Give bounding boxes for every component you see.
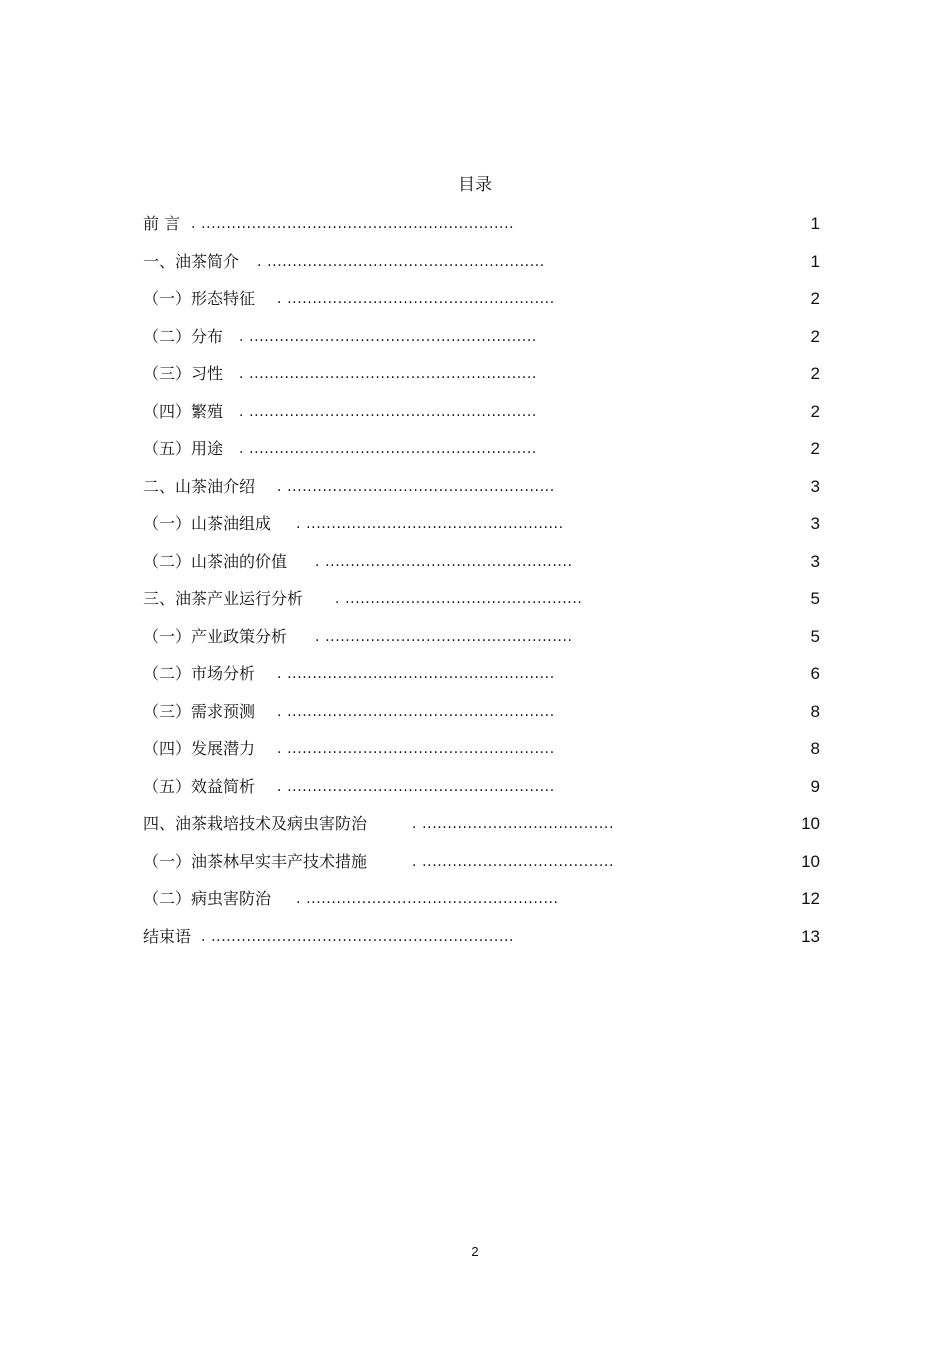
toc-entry-page: 2 xyxy=(810,364,820,383)
toc-entry-page: 2 xyxy=(810,401,820,421)
toc-entry-label: （一）产业政策分析 xyxy=(143,626,288,646)
toc-entry-page: 1 xyxy=(810,251,820,271)
toc-leader-dots: . ....................................................... xyxy=(257,253,545,270)
toc-entry[interactable] xyxy=(143,588,820,626)
toc-entry-label: （二）病虫害防治 xyxy=(143,889,272,908)
toc-entry-label: （二）市场分析 xyxy=(143,664,256,683)
toc-entry-label: （五）用途 xyxy=(143,439,224,458)
toc-entry-label: 前 言 xyxy=(143,214,181,233)
toc-entry-page: 1 xyxy=(810,214,820,233)
toc-entry-label: （四）繁殖 xyxy=(143,401,224,421)
toc-entry-label: （二）分布 xyxy=(143,326,224,346)
toc-entry-label: 结束语 xyxy=(143,926,192,946)
toc-entry-label: 二、山茶油介绍 xyxy=(143,476,256,496)
toc-entry-page: 8 xyxy=(810,739,820,758)
toc-entry-label: （一）油茶林早实丰产技术措施 xyxy=(143,851,368,871)
toc-entry-page: 3 xyxy=(810,551,820,571)
toc-entry[interactable] xyxy=(143,213,820,251)
toc-entry-page: 5 xyxy=(810,589,820,608)
toc-entry[interactable] xyxy=(143,476,820,514)
toc-leader-dots: . ............................................... xyxy=(335,591,583,607)
toc-entry-page: 3 xyxy=(810,514,820,533)
toc-entry[interactable] xyxy=(143,926,820,964)
toc-entry-label: （三）习性 xyxy=(143,364,224,383)
toc-entry-page: 12 xyxy=(801,889,820,908)
toc-entry[interactable] xyxy=(143,401,820,439)
toc-leader-dots: . ..................................................... xyxy=(277,291,555,307)
toc-leader-dots: . ................................................. xyxy=(315,553,573,570)
toc-entry[interactable] xyxy=(143,288,820,326)
toc-entry-label: 四、油茶栽培技术及病虫害防治 xyxy=(143,814,368,833)
toc-leader-dots: . ..................................................... xyxy=(277,478,555,495)
toc-entry[interactable] xyxy=(143,813,820,851)
toc-entry-page: 5 xyxy=(810,626,820,646)
toc-leader-dots: . ..................................................... xyxy=(277,703,555,720)
toc-entry[interactable] xyxy=(143,438,820,476)
toc-leader-dots: . ......................................................... xyxy=(239,328,537,345)
toc-entry[interactable] xyxy=(143,326,820,364)
toc-entry-page: 2 xyxy=(810,326,820,346)
toc-entry-label: （一）形态特征 xyxy=(143,289,256,308)
toc-entry[interactable] xyxy=(143,663,820,701)
toc-leader-dots: . ......................................................... xyxy=(239,366,537,382)
toc-entry-page: 13 xyxy=(801,926,820,946)
toc-title: 目录 xyxy=(458,175,492,195)
toc-entry-page: 10 xyxy=(801,851,820,871)
toc-leader-dots: . .............................................................. xyxy=(191,216,515,232)
toc-entry-page: 8 xyxy=(810,701,820,721)
toc-entry-page: 10 xyxy=(801,814,820,833)
toc-entry-label: 一、油茶简介 xyxy=(143,251,240,271)
toc-leader-dots: . ................................................. xyxy=(315,628,573,645)
toc-entry-label: 三、油茶产业运行分析 xyxy=(143,589,304,608)
toc-entry-page: 9 xyxy=(810,776,820,796)
toc-entry-label: （三）需求预测 xyxy=(143,701,256,721)
toc-entry[interactable] xyxy=(143,626,820,664)
toc-entry-label: （四）发展潜力 xyxy=(143,739,256,758)
toc-entry[interactable] xyxy=(143,701,820,739)
page-number: 2 xyxy=(471,1244,479,1259)
toc-leader-dots: . ...................................... xyxy=(412,816,615,832)
toc-entry-page: 6 xyxy=(810,664,820,683)
toc-leader-dots: . ......................................................... xyxy=(239,403,537,420)
toc-entry-label: （二）山茶油的价值 xyxy=(143,551,288,571)
toc-leader-dots: . .................................................. xyxy=(296,891,559,907)
toc-entry-label: （五）效益简析 xyxy=(143,776,256,796)
toc-entry-page: 2 xyxy=(810,439,820,458)
table-of-contents xyxy=(143,213,820,963)
toc-leader-dots: . ...................................... xyxy=(412,853,615,870)
toc-leader-dots: . ..................................................... xyxy=(277,778,555,795)
toc-entry[interactable] xyxy=(143,776,820,814)
toc-entry[interactable] xyxy=(143,738,820,776)
toc-leader-dots: . ..................................................... xyxy=(277,666,555,682)
toc-entry[interactable] xyxy=(143,363,820,401)
toc-entry[interactable] xyxy=(143,551,820,589)
toc-entry[interactable] xyxy=(143,251,820,289)
toc-entry[interactable] xyxy=(143,851,820,889)
toc-entry[interactable] xyxy=(143,888,820,926)
toc-entry-page: 3 xyxy=(810,476,820,496)
toc-leader-dots: . ............................................................ xyxy=(201,928,515,945)
toc-entry-page: 2 xyxy=(810,289,820,308)
toc-leader-dots: . ................................................... xyxy=(296,516,564,532)
toc-leader-dots: . ..................................................... xyxy=(277,741,555,757)
toc-entry-label: （一）山茶油组成 xyxy=(143,514,272,533)
toc-entry[interactable] xyxy=(143,513,820,551)
toc-leader-dots: . ......................................................... xyxy=(239,441,537,457)
